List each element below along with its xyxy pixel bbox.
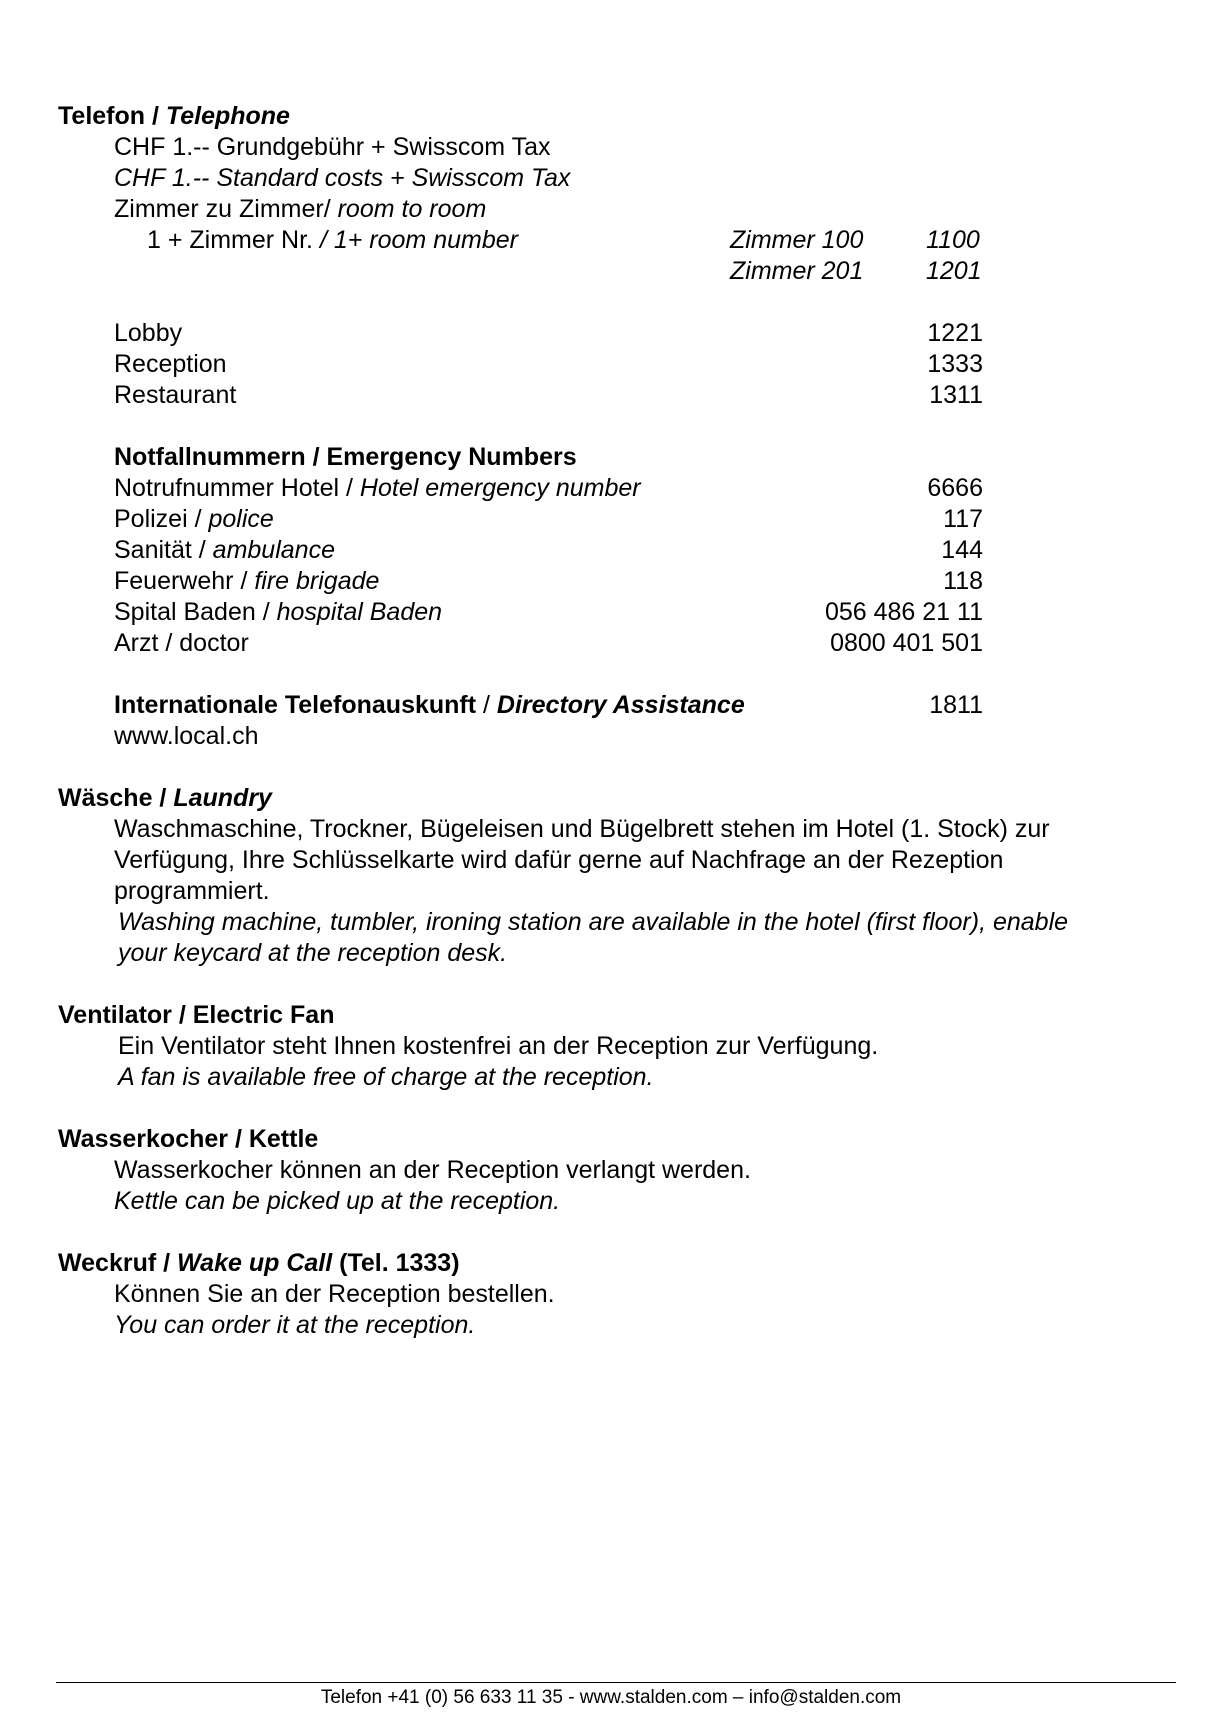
emergency-label-de: Spital Baden /	[114, 598, 277, 626]
laundry-text-en-line: your keycard at the reception desk.	[118, 939, 508, 967]
wakeup-heading	[58, 1248, 460, 1279]
room-to-room-de: Zimmer zu Zimmer/	[114, 195, 338, 223]
footer-divider	[56, 1682, 1176, 1683]
room-dial-en: / 1+ room number	[313, 226, 518, 254]
emergency-label-en: police	[208, 505, 274, 533]
telephone-cost-en: CHF 1.-- Standard costs + Swisscom Tax	[114, 164, 571, 192]
kettle-text-de: Wasserkocher können an der Reception verlangt werden.	[114, 1156, 751, 1184]
directory-label-en: Directory Assistance	[496, 691, 745, 719]
emergency-heading: Notfallnummern / Emergency Numbers	[114, 443, 577, 471]
emergency-number-doctor: 0800 401 501	[830, 629, 983, 657]
emergency-label-police	[114, 504, 274, 535]
emergency-label-doctor	[114, 628, 249, 659]
directory-label	[114, 690, 745, 721]
laundry-text-de-line: Waschmaschine, Trockner, Bügeleisen und Bügelbrett stehen im Hotel (1. Stock) zur	[114, 815, 1050, 843]
directory-separator: /	[476, 691, 497, 719]
emergency-number-hotel: 6666	[927, 474, 983, 502]
emergency-label-ambulance	[114, 535, 335, 566]
emergency-label-fire	[114, 566, 379, 597]
wakeup-text-en: You can order it at the reception.	[114, 1311, 476, 1339]
wakeup-text-de: Können Sie an der Reception bestellen.	[114, 1280, 555, 1308]
internal-number-lobby: 1221	[927, 319, 983, 347]
laundry-text-de-line: programmiert.	[114, 877, 270, 905]
emergency-label-de: Feuerwehr /	[114, 567, 255, 595]
laundry-heading-de: Wäsche /	[58, 784, 174, 812]
fan-text-de: Ein Ventilator steht Ihnen kostenfrei an der Reception zur Verfügung.	[118, 1032, 879, 1060]
emergency-label-en: ambulance	[212, 536, 335, 564]
example-room-2: Zimmer 201	[730, 257, 864, 285]
emergency-label-hospital	[114, 597, 442, 628]
emergency-label-hotel	[114, 473, 641, 504]
emergency-label-de: Arzt / doctor	[114, 629, 249, 657]
emergency-label-de: Notrufnummer Hotel /	[114, 474, 360, 502]
emergency-number-ambulance: 144	[941, 536, 983, 564]
internal-label-restaurant: Restaurant	[114, 381, 237, 409]
emergency-label-en: hospital Baden	[276, 598, 443, 626]
telephone-heading-en: Telephone	[165, 102, 290, 130]
emergency-number-hospital: 056 486 21 11	[824, 598, 983, 626]
wakeup-heading-de: Weckruf /	[58, 1249, 178, 1277]
telephone-cost-de: CHF 1.-- Grundgebühr + Swisscom Tax	[114, 133, 551, 161]
emergency-label-de: Sanität /	[114, 536, 213, 564]
directory-label-de: Internationale Telefonauskunft	[114, 691, 477, 719]
emergency-number-police: 117	[943, 505, 983, 533]
directory-number: 1811	[929, 691, 983, 719]
example-number-1: 1100	[926, 226, 980, 254]
wakeup-heading-en: Wake up Call	[177, 1249, 333, 1277]
kettle-text-en: Kettle can be picked up at the reception.	[114, 1187, 561, 1215]
room-dial-de: 1 + Zimmer Nr.	[147, 226, 313, 254]
room-to-room-en: room to room	[337, 195, 487, 223]
emergency-label-de: Polizei /	[114, 505, 209, 533]
laundry-heading-en: Laundry	[173, 784, 272, 812]
wakeup-heading-tel: (Tel. 1333)	[332, 1249, 460, 1277]
kettle-heading: Wasserkocher / Kettle	[58, 1125, 319, 1153]
emergency-label-en: fire brigade	[254, 567, 380, 595]
fan-heading: Ventilator / Electric Fan	[58, 1001, 335, 1029]
example-room-1: Zimmer 100	[730, 226, 864, 254]
emergency-label-en: Hotel emergency number	[359, 474, 641, 502]
laundry-text-en-line: Washing machine, tumbler, ironing station are available in the hotel (first floor), enable	[118, 908, 1069, 936]
room-dial-line	[147, 225, 518, 256]
internal-label-lobby: Lobby	[114, 319, 183, 347]
footer-contact: Telefon +41 (0) 56 633 11 35 - www.stalden.com – info@stalden.com	[320, 1687, 902, 1708]
directory-website-link[interactable]: www.local.ch	[114, 722, 259, 750]
internal-number-restaurant: 1311	[929, 381, 983, 409]
fan-text-en: A fan is available free of charge at the reception.	[118, 1063, 654, 1091]
internal-label-reception: Reception	[114, 350, 227, 378]
laundry-heading	[58, 783, 272, 814]
emergency-number-fire: 118	[943, 567, 983, 595]
telephone-heading-de: Telefon /	[58, 102, 166, 130]
laundry-text-de-line: Verfügung, Ihre Schlüsselkarte wird dafür gerne auf Nachfrage an der Rezeption	[114, 846, 1004, 874]
telephone-heading	[58, 101, 290, 132]
room-to-room-line	[114, 194, 486, 225]
internal-number-reception: 1333	[927, 350, 983, 378]
example-number-2: 1201	[926, 257, 982, 285]
